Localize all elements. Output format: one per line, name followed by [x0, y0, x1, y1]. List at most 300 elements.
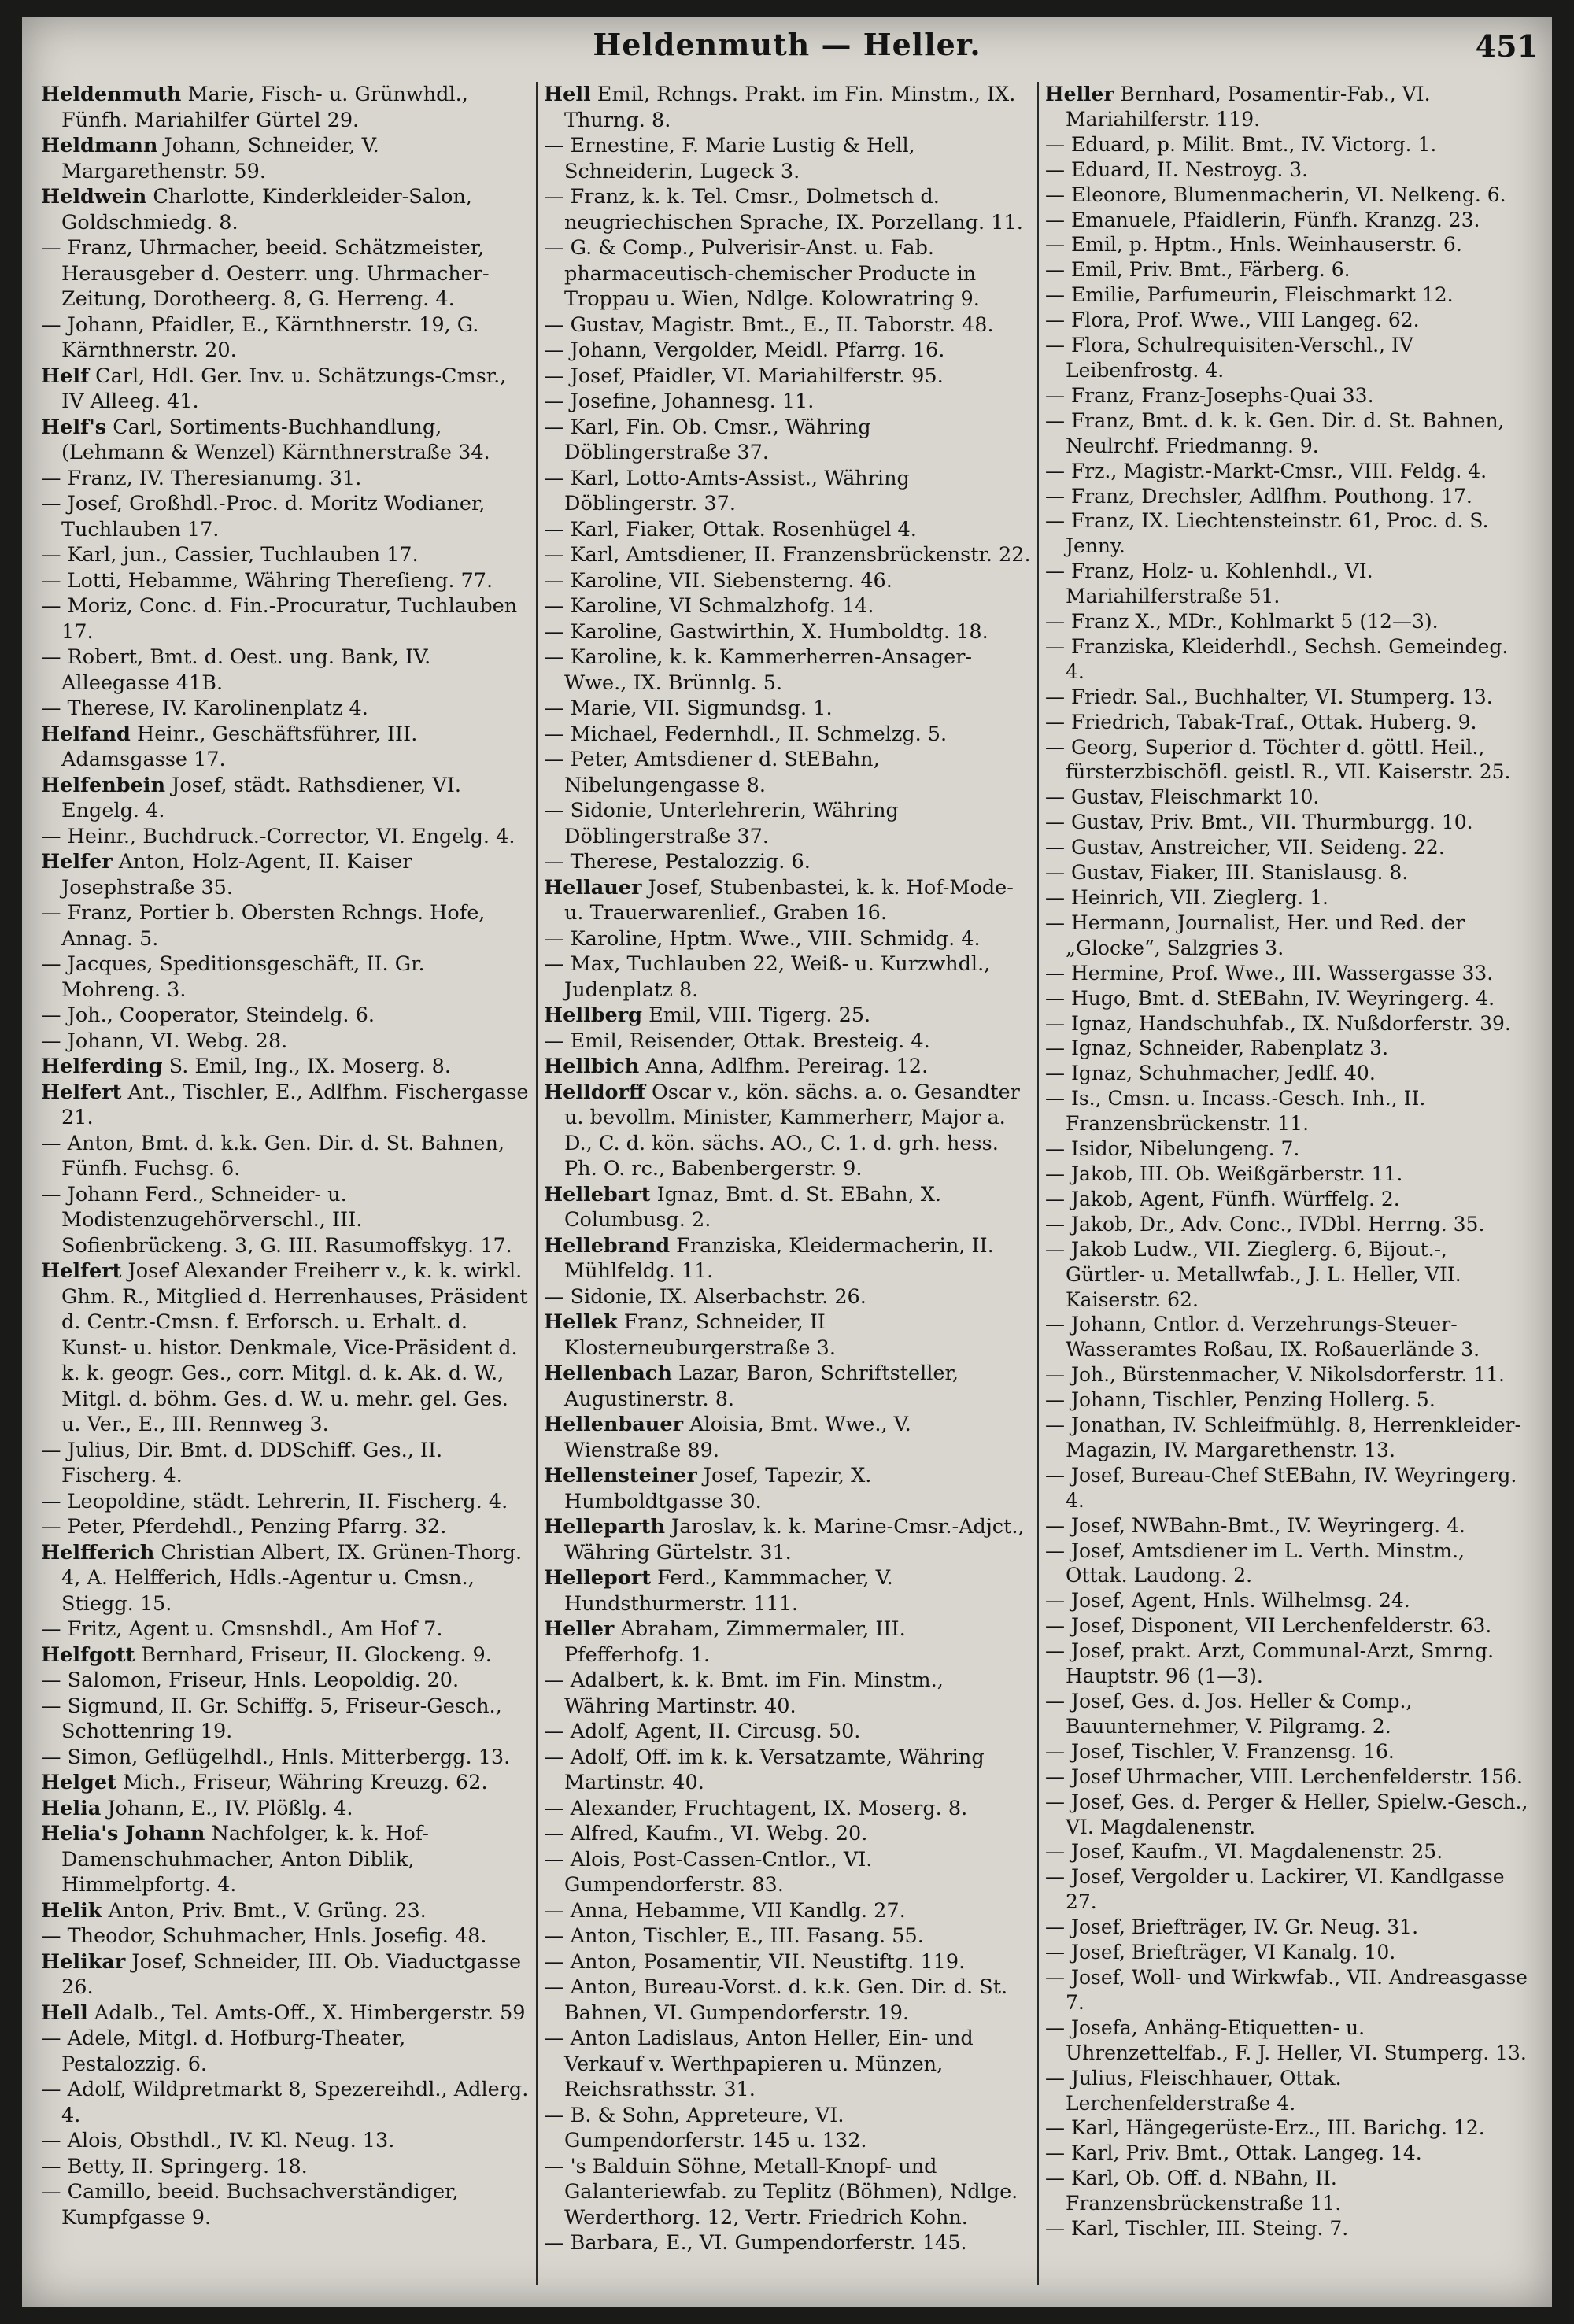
entry-text: Emil, Rchngs. Prakt. im Fin. Minstm., IX. Thurng. 8.	[564, 83, 1016, 132]
entry-text: — Salomon, Friseur, Hnls. Leopoldig. 20.	[41, 1668, 460, 1692]
entry-text: — Emilie, Parfumeurin, Fleischmarkt 12.	[1045, 283, 1454, 307]
directory-entry	[1045, 1387, 1532, 1413]
directory-entry	[41, 1182, 530, 1259]
directory-entry	[544, 2026, 1031, 2103]
entry-text: — B. & Sohn, Appreteure, VI. Gumpendorferstr. 145 u. 132.	[544, 2103, 867, 2152]
directory-entry	[1045, 559, 1532, 609]
directory-entry	[1045, 1136, 1532, 1162]
directory-entry	[41, 491, 530, 542]
entry-text: — Jakob, Dr., Adv. Conc., IVDbl. Herrng. 35.	[1045, 1212, 1485, 1236]
directory-entry	[41, 593, 530, 645]
directory-entry	[41, 1923, 530, 1949]
entry-text: — Karl, jun., Cassier, Tuchlauben 17.	[41, 543, 419, 567]
entry-text: — Joh., Cooperator, Steindelg. 6.	[41, 1003, 375, 1027]
directory-entry	[544, 1668, 1031, 1719]
entry-surname: Heldwein	[41, 185, 147, 209]
entry-text: — Joh., Bürstenmacher, V. Nikolsdorferstr. 11.	[1045, 1363, 1505, 1387]
entry-text: — Adolf, Wildpretmarkt 8, Spezereihdl., Adlerg. 4.	[41, 2078, 529, 2127]
entry-text: — Georg, Superior d. Töchter d. göttl. Heil., fürsterzbischöfl. geistl. R., VII. Kaiserstr. 25.	[1045, 735, 1511, 784]
directory-column-2	[536, 82, 1037, 2285]
directory-entry	[1045, 1613, 1532, 1639]
entry-text: — Therese, IV. Karolinenplatz 4.	[41, 696, 368, 720]
entry-text: Mich., Friseur, Währing Kreuzg. 62.	[116, 1771, 488, 1794]
entry-surname: Helfer	[41, 850, 113, 874]
entry-surname: Heller	[1045, 83, 1114, 105]
entry-text: — Karoline, VI Schmalzhofg. 14.	[544, 594, 874, 618]
entry-text: — Josef, NWBahn-Bmt., IV. Weyringerg. 4.	[1045, 1513, 1465, 1537]
entry-text: — Josef, prakt. Arzt, Communal-Arzt, Smrng. Hauptstr. 96 (1—3).	[1045, 1639, 1495, 1688]
entry-surname: Hellek	[544, 1310, 618, 1334]
entry-text: — Franz, k. k. Tel. Cmsr., Dolmetsch d. neugriechischen Sprache, IX. Porzellang. 11.	[544, 185, 1023, 235]
entry-text: Marie, Fisch- u. Grünwhdl., Fünfh. Mariahilfer Gürtel 29.	[61, 83, 468, 132]
directory-entry	[41, 82, 530, 133]
entry-text: — Emil, p. Hptm., Hnls. Weinhauserstr. 6.	[1045, 233, 1462, 257]
directory-entry	[544, 235, 1031, 312]
entry-text: — Karoline, VII. Siebensterng. 46.	[544, 568, 892, 593]
directory-entry	[1045, 484, 1532, 509]
directory-entry	[41, 1668, 530, 1694]
directory-entry	[544, 542, 1031, 568]
directory-entry	[1045, 183, 1532, 208]
directory-entry	[1045, 986, 1532, 1011]
entry-text: — Johann, Cntlor. d. Verzehrungs-Steuer-Wasseramtes Roßau, IX. Roßauerlände 3.	[1045, 1313, 1480, 1362]
entry-text: — Julius, Dir. Bmt. d. DDSchiff. Ges., II. Fischerg. 4.	[41, 1438, 443, 1487]
entry-text: — Anton, Tischler, E., III. Fasang. 55.	[544, 1924, 924, 1948]
entry-text: — Peter, Pferdehdl., Penzing Pfarrg. 32.	[41, 1515, 447, 1539]
directory-entry	[544, 1796, 1031, 1822]
directory-entry	[41, 312, 530, 364]
directory-entry	[41, 2128, 530, 2154]
entry-text: — Peter, Amtsdiener d. StEBahn, Nibelungengasse 8.	[544, 748, 880, 797]
entry-text: — Fritz, Agent u. Cmsnshdl., Am Hof 7.	[41, 1617, 443, 1641]
entry-text: — Jakob, III. Ob. Weißgärberstr. 11.	[1045, 1162, 1403, 1185]
directory-entry	[1045, 1036, 1532, 1061]
entry-text: — Alfred, Kaufm., VI. Webg. 20.	[544, 1822, 868, 1846]
directory-entry	[544, 645, 1031, 696]
directory-entry	[544, 1054, 1031, 1080]
entry-surname: Hell	[544, 83, 591, 106]
directory-column-1	[35, 82, 536, 2285]
entry-text: — Anna, Hebamme, VII Kandlg. 27.	[544, 1898, 906, 1923]
entry-text: — Josef, Großhdl.-Proc. d. Moritz Wodianer, Tuchlauben 17.	[41, 492, 486, 541]
directory-entry	[41, 1770, 530, 1796]
directory-entry	[41, 1080, 530, 1131]
entry-text: — Josef, Disponent, VII Lerchenfelderstr. 63.	[1045, 1614, 1492, 1638]
directory-entry	[1045, 1839, 1532, 1864]
entry-text: — Simon, Geflügelhdl., Hnls. Mitterbergg. 13.	[41, 1745, 511, 1769]
entry-text: — Karl, Lotto-Amts-Assist., Währing Döblingerstr. 37.	[544, 466, 910, 515]
entry-text: — Josef, Ges. d. Perger & Heller, Spielw.-Gesch., VI. Magdalenenstr.	[1045, 1790, 1528, 1838]
entry-text: — Franz, Portier b. Obersten Rchngs. Hofe, Annag. 5.	[41, 901, 486, 951]
directory-entry	[544, 82, 1031, 133]
entry-surname: Helfgott	[41, 1642, 135, 1667]
directory-entry	[1045, 1463, 1532, 1513]
entry-text: — Franz, Bmt. d. k. k. Gen. Dir. d. St. Bahnen, Neulrchf. Friedmanng. 9.	[1045, 408, 1505, 457]
entry-surname: Helfert	[41, 1259, 122, 1283]
entry-text: Josef, Schneider, III. Ob. Viaductgasse 26.	[61, 1949, 522, 1999]
directory-entry	[41, 1949, 530, 2001]
directory-entry	[544, 312, 1031, 338]
entry-text: — Is., Cmsn. u. Incass.-Gesch. Inh., II. Franzensbrückenstr. 11.	[1045, 1087, 1426, 1136]
directory-entry	[1045, 1965, 1532, 2015]
entry-text: — Josefa, Anhäng-Etiquetten- u. Uhrenzettelfab., F. J. Heller, VI. Stumperg. 13.	[1045, 2015, 1527, 2064]
entry-text: Josef Alexander Freiherr v., k. k. wirkl. Ghm. R., Mitglied d. Herrenhauses, Präsident d. Centr.-Cmsn. f. Erforsch. u. Erhalt. d. Kunst- u. histor. Denkmale, Vice-Präsident d. k. k. geogr. Ges., corr. Mitgl. d. k. Ak. d. W., Mitgl. d. böhm. Ges. d. W. u. mehr. gel. Ges. u. Ver., E., III. Rennweg 3.	[61, 1259, 528, 1436]
directory-entry	[544, 1898, 1031, 1924]
directory-entry	[544, 415, 1031, 466]
directory-entry	[41, 1438, 530, 1489]
directory-entry	[41, 1796, 530, 1822]
entry-text: Josef, Stubenbastei, k. k. Hof-Mode- u. Trauerwarenlief., Graben 16.	[564, 875, 1014, 925]
directory-entry	[41, 1258, 530, 1438]
directory-entry	[544, 517, 1031, 543]
directory-entry	[1045, 333, 1532, 383]
entry-text: — Franz, Drechsler, Adlfhm. Pouthong. 17.	[1045, 484, 1472, 508]
entry-text: — Josefine, Johannesg. 11.	[544, 390, 815, 413]
entry-text: — Karoline, Hptm. Wwe., VIII. Schmidg. 4.	[544, 926, 981, 951]
directory-entry	[1045, 1061, 1532, 1086]
directory-entry	[1045, 2066, 1532, 2116]
entry-text: — Camillo, beeid. Buchsachverständiger, Kumpfgasse 9.	[41, 2180, 459, 2230]
entry-text: — Karoline, k. k. Kammerherren-Ansager-Wwe., IX. Brünnlg. 5.	[544, 645, 973, 695]
directory-entry	[544, 1949, 1031, 1975]
directory-entry	[1045, 1413, 1532, 1463]
page-number: 451	[1475, 28, 1538, 64]
entry-surname: Helia's Johann	[41, 1822, 205, 1846]
entry-surname: Helferding	[41, 1055, 163, 1078]
directory-entry	[544, 2230, 1031, 2256]
entry-text: — Ignaz, Schuhmacher, Jedlf. 40.	[1045, 1062, 1376, 1085]
directory-entry	[544, 568, 1031, 594]
directory-entry	[41, 1694, 530, 1745]
directory-entry	[1045, 459, 1532, 484]
entry-text: — Karl, Hängegerüste-Erz., III. Barichg. 12.	[1045, 2116, 1485, 2140]
entry-text: — Moriz, Conc. d. Fin.-Procuratur, Tuchlauben 17.	[41, 594, 518, 644]
directory-entry	[1045, 1639, 1532, 1689]
entry-text: Johann, Schneider, V. Margarethenstr. 59.	[61, 134, 379, 183]
directory-entry	[41, 1821, 530, 1898]
directory-entry	[1045, 157, 1532, 183]
entry-surname: Helf's	[41, 415, 107, 439]
directory-entry	[41, 1489, 530, 1515]
entry-text: — Robert, Bmt. d. Oest. ung. Bank, IV. Alleegasse 41B.	[41, 645, 431, 695]
directory-entry	[1045, 1212, 1532, 1237]
directory-entry	[544, 951, 1031, 1003]
entry-text: Anna, Adlfhm. Pereirag. 12.	[639, 1055, 929, 1078]
entry-text: — Franz, Franz-Josephs-Quai 33.	[1045, 383, 1374, 407]
entry-text: Josef, städt. Rathsdiener, VI. Engelg. 4.	[61, 773, 461, 822]
entry-text: — Josef, Briefträger, VI Kanalg. 10.	[1045, 1941, 1396, 1964]
entry-text: — Flora, Schulrequisiten-Verschl., IV Leibenfrostg. 4.	[1045, 334, 1413, 382]
entry-surname: Helleport	[544, 1566, 651, 1590]
entry-text: Ant., Tischler, E., Adlfhm. Fischergasse 21.	[61, 1080, 529, 1129]
entry-text: — Emil, Priv. Bmt., Färberg. 6.	[1045, 258, 1350, 282]
directory-entry	[41, 466, 530, 492]
directory-entry	[41, 235, 530, 312]
entry-text: — Franz, Holz- u. Kohlenhdl., VI. Mariahilferstraße 51.	[1045, 560, 1373, 608]
directory-entry	[41, 900, 530, 951]
directory-entry	[544, 1284, 1031, 1310]
entry-surname: Hellbich	[544, 1055, 640, 1078]
directory-entry	[41, 1514, 530, 1540]
entry-surname: Helfenbein	[41, 773, 166, 797]
entry-text: — Johann, Pfaidler, E., Kärnthnerstr. 19, G. Kärnthnerstr. 20.	[41, 312, 479, 362]
directory-entry	[1045, 1539, 1532, 1589]
directory-entry	[1045, 1689, 1532, 1739]
entry-text: — Josef, Pfaidler, VI. Mariahilferstr. 95.	[544, 364, 944, 388]
directory-entry	[544, 1565, 1031, 1616]
directory-entry	[41, 645, 530, 696]
entry-text: — Karl, Amtsdiener, II. Franzensbrückenstr. 22.	[544, 543, 1031, 567]
entry-text: — Johann, Vergolder, Meidl. Pfarrg. 16.	[544, 338, 945, 362]
directory-entry	[1045, 132, 1532, 157]
entry-text: Abraham, Zimmermaler, III. Pfefferhofg. 1.	[564, 1617, 906, 1667]
entry-text: — Heinrich, VII. Zieglerg. 1.	[1045, 886, 1328, 909]
entry-text: — Gustav, Fiaker, III. Stanislausg. 8.	[1045, 861, 1409, 885]
page-header	[22, 24, 1552, 79]
directory-page	[22, 17, 1552, 2307]
directory-entry	[544, 619, 1031, 645]
directory-entry	[1045, 1162, 1532, 1187]
directory-entry	[544, 1745, 1031, 1796]
directory-entry	[1045, 208, 1532, 233]
entry-surname: Helfferich	[41, 1540, 155, 1565]
directory-entry	[41, 1131, 530, 1182]
directory-entry	[544, 1080, 1031, 1182]
directory-entry	[41, 2026, 530, 2077]
directory-entry	[1045, 408, 1532, 459]
directory-entry	[544, 1029, 1031, 1055]
directory-entry	[544, 798, 1031, 849]
entry-surname: Helfand	[41, 722, 131, 746]
directory-entry	[1045, 2216, 1532, 2241]
directory-entry	[544, 364, 1031, 390]
entry-text: — Jakob Ludw., VII. Zieglerg. 6, Bijout.-, Gürtler- u. Metallwfab., J. L. Heller, VII. Kaiserstr. 62.	[1045, 1237, 1461, 1311]
entry-text: — Adolf, Off. im k. k. Versatzamte, Währing Martinstr. 40.	[544, 1745, 985, 1794]
directory-entry	[1045, 1739, 1532, 1764]
entry-text: — Franz, Uhrmacher, beeid. Schätzmeister, Herausgeber d. Oesterr. ung. Uhrmacher-Zeitung, Dorotheerg. 8, G. Herreng. 4.	[41, 236, 490, 311]
entry-text: — Gustav, Magistr. Bmt., E., II. Taborstr. 48.	[544, 312, 994, 337]
directory-entry	[41, 364, 530, 415]
entry-text: — Anton, Bureau-Vorst. d. k.k. Gen. Dir. d. St. Bahnen, VI. Gumpendorferstr. 19.	[544, 1975, 1008, 2025]
entry-text: — Jakob, Agent, Fünfh. Würffelg. 2.	[1045, 1187, 1400, 1210]
directory-entry	[41, 568, 530, 594]
entry-surname: Heller	[544, 1617, 615, 1641]
entry-text: — Franziska, Kleiderhdl., Sechsh. Gemeindeg. 4.	[1045, 634, 1509, 683]
directory-entry	[544, 1233, 1031, 1284]
directory-entry	[1045, 508, 1532, 559]
entry-surname: Hellebart	[544, 1182, 651, 1206]
directory-entry	[1045, 2115, 1532, 2141]
directory-entry	[544, 1847, 1031, 1898]
directory-entry	[41, 1003, 530, 1029]
directory-entry	[544, 722, 1031, 748]
directory-entry	[1045, 2141, 1532, 2166]
entry-text: — Gustav, Fleischmarkt 10.	[1045, 785, 1320, 809]
entry-text: — Anton Ladislaus, Anton Heller, Ein- und Verkauf v. Werthpapieren u. Münzen, Reichsrathsstr. 31.	[544, 2027, 974, 2101]
directory-entry	[1045, 609, 1532, 634]
directory-columns	[35, 82, 1539, 2285]
entry-surname: Heldenmuth	[41, 83, 182, 106]
directory-entry	[544, 1975, 1031, 2026]
entry-text: S. Emil, Ing., IX. Moserg. 8.	[162, 1055, 451, 1078]
entry-text: Lazar, Baron, Schriftsteller, Augustinerstr. 8.	[564, 1362, 959, 1411]
running-title: Heldenmuth — Heller.	[593, 27, 981, 62]
directory-entry	[1045, 257, 1532, 283]
entry-text: — Gustav, Anstreicher, VII. Seideng. 22.	[1045, 836, 1445, 859]
directory-entry	[544, 2154, 1031, 2231]
directory-entry	[544, 1821, 1031, 1847]
entry-text: — Julius, Fleischhauer, Ottak. Lerchenfelderstraße 4.	[1045, 2066, 1342, 2115]
entry-surname: Helik	[41, 1898, 102, 1923]
entry-text: Anton, Holz-Agent, II. Kaiser Josephstraße 35.	[61, 850, 412, 900]
entry-text: — Josef, Briefträger, IV. Gr. Neug. 31.	[1045, 1916, 1419, 1939]
entry-text: — Josef, Kaufm., VI. Magdalenenstr. 25.	[1045, 1840, 1443, 1864]
entry-text: — Heinr., Buchdruck.-Corrector, VI. Engelg. 4.	[41, 824, 515, 848]
directory-entry	[544, 593, 1031, 619]
directory-entry	[1045, 785, 1532, 810]
directory-entry	[41, 951, 530, 1003]
entry-text: — Sigmund, II. Gr. Schiffg. 5, Friseur-Gesch., Schottenring 19.	[41, 1694, 502, 1743]
directory-entry	[1045, 634, 1532, 685]
directory-entry	[544, 1003, 1031, 1029]
entry-text: — Ignaz, Schneider, Rabenplatz 3.	[1045, 1036, 1389, 1060]
directory-entry	[1045, 1011, 1532, 1036]
directory-entry	[1045, 1086, 1532, 1136]
directory-entry	[41, 824, 530, 850]
directory-entry	[41, 415, 530, 466]
directory-entry	[41, 184, 530, 235]
entry-text: Aloisia, Bmt. Wwe., V. Wienstraße 89.	[564, 1413, 911, 1462]
entry-text: Bernhard, Posamentir-Fab., VI. Mariahilferstr. 119.	[1066, 83, 1431, 131]
entry-text: — Therese, Pestalozzig. 6.	[544, 850, 811, 874]
entry-text: — Johann, Tischler, Penzing Hollerg. 5.	[1045, 1388, 1435, 1412]
entry-surname: Hellebrand	[544, 1233, 671, 1258]
directory-entry	[1045, 283, 1532, 308]
directory-entry	[544, 1923, 1031, 1949]
directory-entry	[1045, 1588, 1532, 1613]
directory-entry	[544, 1514, 1031, 1565]
directory-entry	[41, 2001, 530, 2027]
entry-text: — Eduard, p. Milit. Bmt., IV. Victorg. 1.	[1045, 132, 1437, 156]
directory-entry	[41, 773, 530, 824]
directory-entry	[544, 875, 1031, 926]
directory-entry	[1045, 735, 1532, 785]
entry-text: — Karoline, Gastwirthin, X. Humboldtg. 18.	[544, 619, 988, 644]
directory-entry	[544, 696, 1031, 722]
directory-entry	[41, 1540, 530, 1617]
directory-entry	[1045, 308, 1532, 333]
directory-entry	[1045, 82, 1532, 132]
entry-text: — Ernestine, F. Marie Lustig & Hell, Schneiderin, Lugeck 3.	[544, 134, 915, 183]
entry-text: — Karl, Fiaker, Ottak. Rosenhügel 4.	[544, 517, 917, 541]
entry-text: Bernhard, Friseur, II. Glockeng. 9.	[135, 1642, 492, 1667]
directory-entry	[41, 849, 530, 900]
directory-entry	[41, 696, 530, 722]
entry-text: Ignaz, Bmt. d. St. EBahn, X. Columbusg. 2.	[564, 1182, 941, 1232]
entry-text: — Isidor, Nibelungeng. 7.	[1045, 1137, 1300, 1161]
entry-surname: Helleparth	[544, 1515, 666, 1539]
entry-text: — Leopoldine, städt. Lehrerin, II. Fischerg. 4.	[41, 1489, 508, 1513]
directory-entry	[1045, 1513, 1532, 1539]
entry-text: — Karl, Fin. Ob. Cmsr., Währing Döblingerstraße 37.	[544, 415, 871, 464]
entry-text: — Hermine, Prof. Wwe., III. Wassergasse 33.	[1045, 961, 1494, 985]
entry-text: — Barbara, E., VI. Gumpendorferstr. 145.	[544, 2231, 967, 2255]
entry-text: — Adolf, Agent, II. Circusg. 50.	[544, 1720, 861, 1743]
entry-text: — Emil, Reisender, Ottak. Bresteig. 4.	[544, 1029, 930, 1053]
entry-text: — Gustav, Priv. Bmt., VII. Thurmburgg. 10.	[1045, 811, 1473, 834]
entry-text: — Karl, Tischler, III. Steing. 7.	[1045, 2217, 1349, 2241]
directory-entry	[1045, 1864, 1532, 1915]
entry-text: — Emanuele, Pfaidlerin, Fünfh. Kranzg. 23.	[1045, 208, 1480, 231]
entry-surname: Hellauer	[544, 875, 642, 900]
directory-entry	[41, 2179, 530, 2230]
entry-text: — Josef Uhrmacher, VIII. Lerchenfelderstr. 156.	[1045, 1764, 1523, 1788]
entry-text: — Theodor, Schuhmacher, Hnls. Josefig. 48.	[41, 1924, 487, 1948]
entry-text: — Anton, Bmt. d. k.k. Gen. Dir. d. St. Bahnen, Fünfh. Fuchsg. 6.	[41, 1131, 504, 1180]
entry-surname: Hell	[41, 2001, 88, 2025]
entry-surname: Helia	[41, 1796, 102, 1820]
directory-entry	[544, 1361, 1031, 1412]
entry-surname: Hellberg	[544, 1003, 643, 1027]
entry-text: — Marie, VII. Sigmundsg. 1.	[544, 696, 833, 720]
entry-text: — Frz., Magistr.-Markt-Cmsr., VIII. Feldg. 4.	[1045, 459, 1487, 482]
entry-text: — 's Balduin Söhne, Metall-Knopf- und Galanteriewfab. zu Teplitz (Böhmen), Ndlge. Werderthorg. 12, Vertr. Friedrich Kohn.	[544, 2154, 1018, 2230]
entry-surname: Hellenbach	[544, 1362, 672, 1385]
directory-entry	[544, 1616, 1031, 1668]
directory-entry	[1045, 1790, 1532, 1840]
entry-surname: Heldmann	[41, 134, 158, 157]
entry-text: — Josef, Amtsdiener im L. Verth. Minstm., Ottak. Laudong. 2.	[1045, 1539, 1465, 1587]
directory-entry	[1045, 1764, 1532, 1790]
entry-text: — Karl, Priv. Bmt., Ottak. Langeg. 14.	[1045, 2141, 1422, 2165]
entry-text: — Franz, IV. Theresianumg. 31.	[41, 466, 362, 490]
entry-surname: Hellensteiner	[544, 1464, 697, 1487]
directory-entry	[1045, 685, 1532, 710]
directory-entry	[544, 1182, 1031, 1233]
entry-text: — Max, Tuchlauben 22, Weiß- u. Kurzwhdl., Judenplatz 8.	[544, 952, 991, 1002]
directory-entry	[41, 2154, 530, 2180]
directory-entry	[41, 133, 530, 184]
entry-text: — Adalbert, k. k. Bmt. im Fin. Minstm., Währing Martinstr. 40.	[544, 1668, 944, 1718]
entry-surname: Helfert	[41, 1080, 122, 1104]
entry-text: Carl, Hdl. Ger. Inv. u. Schätzungs-Cmsr., IV Alleeg. 41.	[61, 364, 507, 413]
directory-entry	[1045, 1237, 1532, 1313]
entry-text: — Alexander, Fruchtagent, IX. Moserg. 8.	[544, 1796, 968, 1820]
entry-text: — Betty, II. Springerg. 18.	[41, 2154, 308, 2178]
entry-text: — Josef, Vergolder u. Lackirer, VI. Kandlgasse 27.	[1045, 1865, 1505, 1914]
directory-entry	[1045, 1187, 1532, 1212]
directory-entry	[544, 1310, 1031, 1361]
directory-entry	[41, 1029, 530, 1055]
directory-entry	[1045, 961, 1532, 986]
directory-column-3	[1037, 82, 1539, 2285]
entry-text: — Josef, Ges. d. Jos. Heller & Comp., Bauunternehmer, V. Pilgramg. 2.	[1045, 1690, 1413, 1738]
entry-text: — Jonathan, IV. Schleifmühlg. 8, Herrenkleider-Magazin, IV. Margarethenstr. 13.	[1045, 1413, 1521, 1461]
directory-entry	[41, 542, 530, 568]
directory-entry	[544, 133, 1031, 184]
directory-entry	[1045, 885, 1532, 911]
directory-entry	[544, 849, 1031, 875]
directory-entry	[41, 1745, 530, 1771]
directory-entry	[1045, 710, 1532, 735]
directory-entry	[544, 466, 1031, 517]
entry-text: — G. & Comp., Pulverisir-Anst. u. Fab. pharmaceutisch-chemischer Producte in Troppau u. Wien, Ndlge. Kolowratring 9.	[544, 236, 980, 311]
entry-text: — Jacques, Speditionsgeschäft, II. Gr. Mohreng. 3.	[41, 952, 425, 1002]
entry-text: — Eduard, II. Nestroyg. 3.	[1045, 157, 1309, 181]
directory-entry	[544, 389, 1031, 415]
directory-entry	[41, 1054, 530, 1080]
entry-text: — Adele, Mitgl. d. Hofburg-Theater, Pestalozzig. 6.	[41, 2027, 406, 2076]
